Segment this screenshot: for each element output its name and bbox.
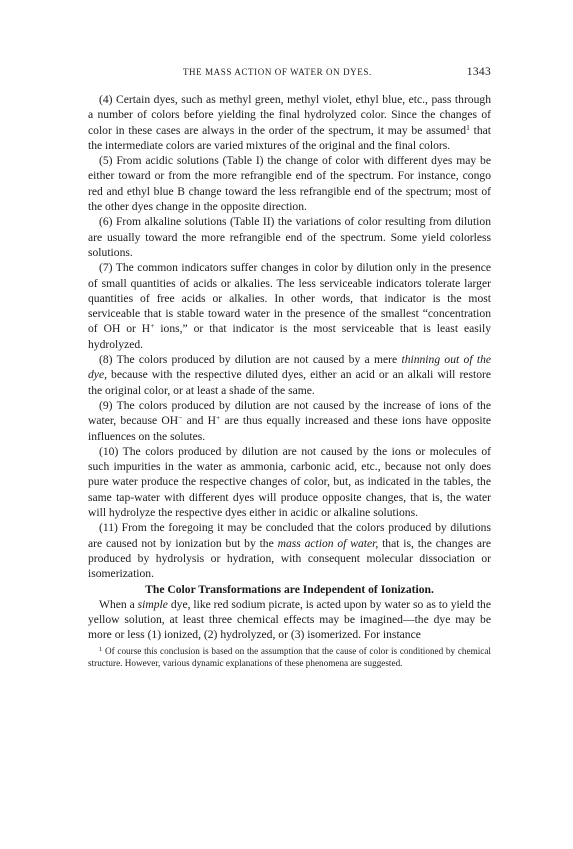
paragraph-7: (7) The common indicators suffer changes in color by dilution only in the presence of small quantities of acids or alkalies. The less serviceable indicators tolerate larger quantities of free acids or alkalies. In other words, that indicator is the most serviceable that is stable toward water in the presence of the smallest “concentration of OH or H+ ions,” or that indicator is the most serviceable that is least easily hydrolyzed. — [88, 261, 491, 351]
paragraph-9: (9) The colors produced by dilution are not caused by the increase of ions of the water, because OH− and H+ are thus equally increased and these ions have opposite influences on the solutes. — [88, 398, 491, 443]
paragraph-11: (11) From the foregoing it may be concluded that the colors produced by dilutions are caused not by ionization but by the mass action of water, that is, the changes are produced by hydrolysis or hydration, with consequent molecular dissociation or isomerization. — [88, 521, 491, 581]
paragraph-5: (5) From acidic solutions (Table I) the change of color with different dyes may be either toward or from the more refrangible end of the spectrum. For instance, congo red and ethyl blue B change toward the less refrangible end of the spectrum; most of the other dyes change in the opposite direction. — [88, 154, 491, 214]
running-head — [88, 66, 491, 78]
page-number: 1343 — [466, 66, 491, 78]
paragraph-10: (10) The colors produced by dilution are not caused by the ions or molecules of such impurities in the water as ammonia, carbonic acid, etc., because not only does pure water produce the respective changes of color, but, as indicated in the tables, the same tap-water with different dyes will produce opposite changes, that is, the water will hydrolyze the respective dyes either in acidic or alkaline solutions. — [88, 444, 491, 520]
page — [88, 66, 491, 670]
running-title: THE MASS ACTION OF WATER ON DYES. — [182, 67, 372, 77]
footnote-reference[interactable]: 1 — [466, 122, 470, 132]
paragraph-8: (8) The colors produced by dilution are not caused by a mere thinning out of the dye, because with the respective diluted dyes, either an acid or an alkali will restore the original color, or at least a shade of the same. — [88, 353, 492, 397]
footnote-marker: 1 — [99, 645, 103, 653]
paragraph-4: (4) Certain dyes, such as methyl green, methyl violet, ethyl blue, etc., pass through a number of colors before yielding the final hydrolyzed color. Since the changes of color in these cases are always in the order of the spectrum, it may be assumed$^1$ that the intermediate colors are varied mixtures of the original and the final colors. — [88, 93, 491, 152]
section-paragraph: When a simple dye, like red sodium picrate, is acted upon by water so as to yield the yellow solution, at least three chemical effects may be imagined—the dye may be more or less (1) ionized, (2) hydrolyzed, or (3) isomerized. For instance — [88, 597, 491, 642]
paragraph-6: (6) From alkaline solutions (Table II) the variations of color resulting from dilution are usually toward the more refrangible end of the spectrum. Some yield colorless solutions. — [88, 215, 491, 259]
footnote: $^1$ Of course this conclusion is based on the assumption that the cause of color is conditioned by chemical structure. However, various dynamic explanations of these phenomena are suggested. — [88, 645, 491, 669]
section-heading: The Color Transformations are Independent of Ionization. — [145, 582, 434, 596]
